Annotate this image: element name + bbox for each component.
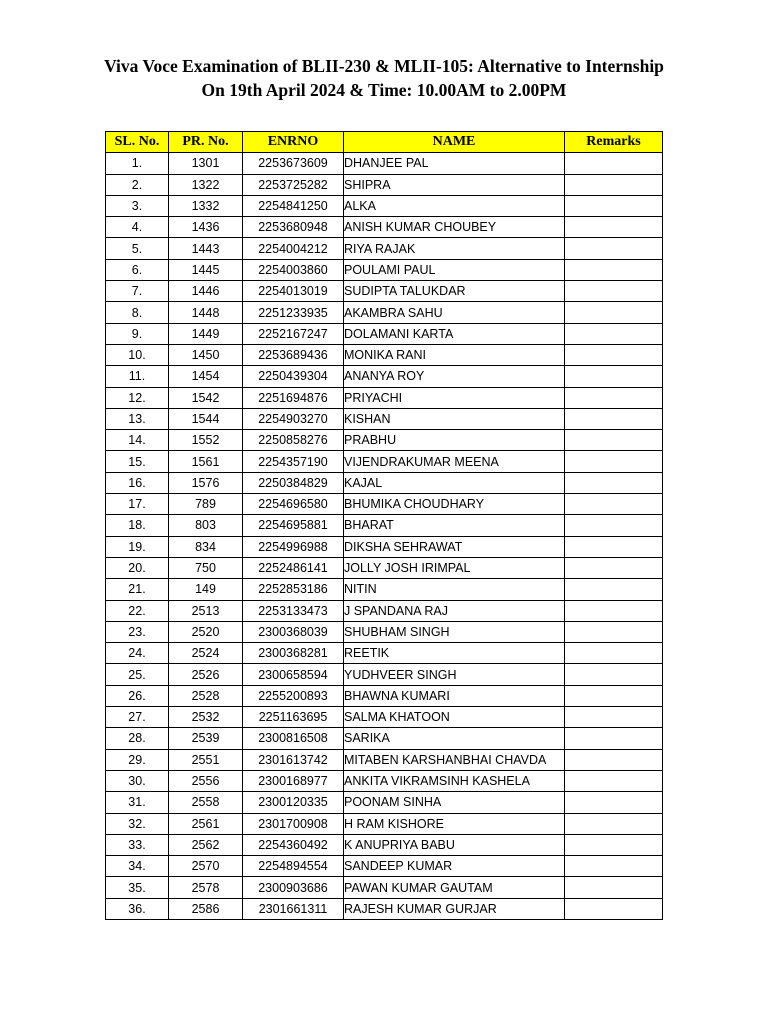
- cell-name: BHAWNA KUMARI: [344, 685, 565, 706]
- cell-name: AKAMBRA SAHU: [344, 302, 565, 323]
- cell-sl-no: 21.: [106, 579, 169, 600]
- cell-name: SHUBHAM SINGH: [344, 621, 565, 642]
- cell-remarks: [565, 770, 663, 791]
- cell-remarks: [565, 621, 663, 642]
- cell-name: SANDEEP KUMAR: [344, 856, 565, 877]
- cell-pr-no: 1449: [169, 323, 243, 344]
- cell-remarks: [565, 387, 663, 408]
- cell-enrno: 2254894554: [243, 856, 344, 877]
- cell-pr-no: 834: [169, 536, 243, 557]
- cell-sl-no: 23.: [106, 621, 169, 642]
- cell-enrno: 2254841250: [243, 195, 344, 216]
- cell-name: BHARAT: [344, 515, 565, 536]
- cell-enrno: 2300816508: [243, 728, 344, 749]
- cell-enrno: 2300658594: [243, 664, 344, 685]
- cell-enrno: 2254696580: [243, 494, 344, 515]
- cell-remarks: [565, 898, 663, 919]
- cell-sl-no: 6.: [106, 259, 169, 280]
- cell-pr-no: 1544: [169, 408, 243, 429]
- cell-remarks: [565, 430, 663, 451]
- cell-name: SHIPRA: [344, 174, 565, 195]
- table-row: [106, 621, 663, 642]
- column-header-name: NAME: [344, 132, 565, 153]
- cell-sl-no: 34.: [106, 856, 169, 877]
- cell-pr-no: 2551: [169, 749, 243, 770]
- cell-pr-no: 789: [169, 494, 243, 515]
- cell-sl-no: 13.: [106, 408, 169, 429]
- cell-pr-no: 2558: [169, 792, 243, 813]
- cell-remarks: [565, 728, 663, 749]
- table-row: [106, 174, 663, 195]
- cell-name: BHUMIKA CHOUDHARY: [344, 494, 565, 515]
- cell-pr-no: 1443: [169, 238, 243, 259]
- table-row: [106, 259, 663, 280]
- cell-pr-no: 1301: [169, 153, 243, 174]
- cell-remarks: [565, 749, 663, 770]
- cell-remarks: [565, 344, 663, 365]
- table-row: [106, 323, 663, 344]
- cell-remarks: [565, 217, 663, 238]
- cell-pr-no: 1448: [169, 302, 243, 323]
- cell-remarks: [565, 259, 663, 280]
- cell-sl-no: 25.: [106, 664, 169, 685]
- cell-pr-no: 1561: [169, 451, 243, 472]
- table-row: [106, 494, 663, 515]
- cell-remarks: [565, 643, 663, 664]
- table-row: [106, 770, 663, 791]
- cell-sl-no: 20.: [106, 557, 169, 578]
- cell-pr-no: 2532: [169, 707, 243, 728]
- cell-pr-no: 2578: [169, 877, 243, 898]
- cell-enrno: 2254357190: [243, 451, 344, 472]
- table-row: [106, 536, 663, 557]
- cell-sl-no: 18.: [106, 515, 169, 536]
- cell-sl-no: 14.: [106, 430, 169, 451]
- cell-sl-no: 31.: [106, 792, 169, 813]
- table-row: [106, 792, 663, 813]
- cell-sl-no: 12.: [106, 387, 169, 408]
- table-row: [106, 707, 663, 728]
- cell-name: MONIKA RANI: [344, 344, 565, 365]
- table-row: [106, 451, 663, 472]
- cell-enrno: 2301613742: [243, 749, 344, 770]
- cell-pr-no: 2556: [169, 770, 243, 791]
- cell-remarks: [565, 195, 663, 216]
- table-row: [106, 344, 663, 365]
- cell-enrno: 2254695881: [243, 515, 344, 536]
- cell-remarks: [565, 408, 663, 429]
- cell-name: SARIKA: [344, 728, 565, 749]
- table-row: [106, 643, 663, 664]
- cell-pr-no: 2526: [169, 664, 243, 685]
- cell-sl-no: 36.: [106, 898, 169, 919]
- cell-name: DHANJEE PAL: [344, 153, 565, 174]
- cell-remarks: [565, 536, 663, 557]
- cell-sl-no: 3.: [106, 195, 169, 216]
- cell-remarks: [565, 451, 663, 472]
- table-row: [106, 557, 663, 578]
- cell-enrno: 2251233935: [243, 302, 344, 323]
- cell-pr-no: 149: [169, 579, 243, 600]
- cell-name: YUDHVEER SINGH: [344, 664, 565, 685]
- cell-enrno: 2250384829: [243, 472, 344, 493]
- cell-enrno: 2300903686: [243, 877, 344, 898]
- cell-sl-no: 2.: [106, 174, 169, 195]
- cell-enrno: 2252167247: [243, 323, 344, 344]
- cell-name: KISHAN: [344, 408, 565, 429]
- cell-enrno: 2252486141: [243, 557, 344, 578]
- cell-remarks: [565, 579, 663, 600]
- table-row: [106, 685, 663, 706]
- cell-sl-no: 4.: [106, 217, 169, 238]
- cell-remarks: [565, 302, 663, 323]
- cell-pr-no: 1450: [169, 344, 243, 365]
- column-header-enrno: ENRNO: [243, 132, 344, 153]
- cell-sl-no: 10.: [106, 344, 169, 365]
- cell-enrno: 2255200893: [243, 685, 344, 706]
- column-header-pr-no: PR. No.: [169, 132, 243, 153]
- cell-remarks: [565, 664, 663, 685]
- cell-name: J SPANDANA RAJ: [344, 600, 565, 621]
- cell-name: H RAM KISHORE: [344, 813, 565, 834]
- cell-remarks: [565, 557, 663, 578]
- table-row: [106, 515, 663, 536]
- table-row: [106, 834, 663, 855]
- cell-sl-no: 22.: [106, 600, 169, 621]
- table-row: [106, 387, 663, 408]
- cell-pr-no: 803: [169, 515, 243, 536]
- cell-pr-no: 1332: [169, 195, 243, 216]
- table-row: [106, 898, 663, 919]
- cell-remarks: [565, 685, 663, 706]
- cell-remarks: [565, 856, 663, 877]
- table-row: [106, 153, 663, 174]
- column-header-remarks: Remarks: [565, 132, 663, 153]
- cell-sl-no: 27.: [106, 707, 169, 728]
- cell-enrno: 2251694876: [243, 387, 344, 408]
- cell-name: SUDIPTA TALUKDAR: [344, 281, 565, 302]
- cell-sl-no: 26.: [106, 685, 169, 706]
- cell-remarks: [565, 366, 663, 387]
- cell-sl-no: 5.: [106, 238, 169, 259]
- table-row: [106, 238, 663, 259]
- cell-pr-no: 750: [169, 557, 243, 578]
- cell-name: SALMA KHATOON: [344, 707, 565, 728]
- cell-remarks: [565, 323, 663, 344]
- document-title: Viva Voce Examination of BLII-230 & MLII-105: Alternative to Internship: [104, 56, 664, 76]
- cell-sl-no: 29.: [106, 749, 169, 770]
- candidate-table: [105, 131, 663, 920]
- cell-pr-no: 2561: [169, 813, 243, 834]
- table-row: [106, 366, 663, 387]
- table-row: [106, 302, 663, 323]
- cell-pr-no: 2586: [169, 898, 243, 919]
- cell-name: POULAMI PAUL: [344, 259, 565, 280]
- cell-name: PAWAN KUMAR GAUTAM: [344, 877, 565, 898]
- cell-enrno: 2251163695: [243, 707, 344, 728]
- cell-sl-no: 19.: [106, 536, 169, 557]
- cell-enrno: 2253133473: [243, 600, 344, 621]
- cell-enrno: 2250439304: [243, 366, 344, 387]
- cell-remarks: [565, 707, 663, 728]
- table-row: [106, 430, 663, 451]
- cell-name: REETIK: [344, 643, 565, 664]
- cell-enrno: 2254903270: [243, 408, 344, 429]
- cell-pr-no: 2513: [169, 600, 243, 621]
- cell-name: ANKITA VIKRAMSINH KASHELA: [344, 770, 565, 791]
- cell-remarks: [565, 494, 663, 515]
- cell-name: ANANYA ROY: [344, 366, 565, 387]
- cell-sl-no: 32.: [106, 813, 169, 834]
- cell-name: ANISH KUMAR CHOUBEY: [344, 217, 565, 238]
- cell-pr-no: 2524: [169, 643, 243, 664]
- cell-remarks: [565, 238, 663, 259]
- cell-name: K ANUPRIYA BABU: [344, 834, 565, 855]
- table-body: [106, 153, 663, 920]
- cell-enrno: 2254996988: [243, 536, 344, 557]
- cell-name: DIKSHA SEHRAWAT: [344, 536, 565, 557]
- table-row: [106, 664, 663, 685]
- table-row: [106, 408, 663, 429]
- cell-remarks: [565, 174, 663, 195]
- cell-pr-no: 2562: [169, 834, 243, 855]
- cell-remarks: [565, 472, 663, 493]
- cell-sl-no: 33.: [106, 834, 169, 855]
- cell-sl-no: 11.: [106, 366, 169, 387]
- cell-name: PRIYACHI: [344, 387, 565, 408]
- cell-pr-no: 1445: [169, 259, 243, 280]
- cell-name: KAJAL: [344, 472, 565, 493]
- cell-name: NITIN: [344, 579, 565, 600]
- cell-remarks: [565, 877, 663, 898]
- cell-name: RIYA RAJAK: [344, 238, 565, 259]
- cell-pr-no: 1446: [169, 281, 243, 302]
- cell-enrno: 2253673609: [243, 153, 344, 174]
- cell-enrno: 2300368039: [243, 621, 344, 642]
- cell-pr-no: 1454: [169, 366, 243, 387]
- cell-name: PRABHU: [344, 430, 565, 451]
- cell-remarks: [565, 281, 663, 302]
- table-row: [106, 472, 663, 493]
- cell-pr-no: 2539: [169, 728, 243, 749]
- cell-remarks: [565, 792, 663, 813]
- table-row: [106, 749, 663, 770]
- cell-enrno: 2254003860: [243, 259, 344, 280]
- cell-enrno: 2250858276: [243, 430, 344, 451]
- cell-enrno: 2301661311: [243, 898, 344, 919]
- cell-enrno: 2253680948: [243, 217, 344, 238]
- cell-sl-no: 28.: [106, 728, 169, 749]
- cell-remarks: [565, 515, 663, 536]
- table-header-row: [106, 132, 663, 153]
- cell-remarks: [565, 834, 663, 855]
- cell-sl-no: 17.: [106, 494, 169, 515]
- cell-enrno: 2254004212: [243, 238, 344, 259]
- cell-enrno: 2301700908: [243, 813, 344, 834]
- cell-remarks: [565, 813, 663, 834]
- cell-name: JOLLY JOSH IRIMPAL: [344, 557, 565, 578]
- table-row: [106, 195, 663, 216]
- cell-pr-no: 2520: [169, 621, 243, 642]
- cell-enrno: 2252853186: [243, 579, 344, 600]
- cell-name: VIJENDRAKUMAR MEENA: [344, 451, 565, 472]
- cell-sl-no: 9.: [106, 323, 169, 344]
- cell-sl-no: 7.: [106, 281, 169, 302]
- cell-enrno: 2254013019: [243, 281, 344, 302]
- cell-enrno: 2300168977: [243, 770, 344, 791]
- table-row: [106, 579, 663, 600]
- cell-remarks: [565, 600, 663, 621]
- cell-enrno: 2300368281: [243, 643, 344, 664]
- cell-enrno: 2254360492: [243, 834, 344, 855]
- cell-pr-no: 2570: [169, 856, 243, 877]
- cell-name: MITABEN KARSHANBHAI CHAVDA: [344, 749, 565, 770]
- cell-name: RAJESH KUMAR GURJAR: [344, 898, 565, 919]
- cell-enrno: 2300120335: [243, 792, 344, 813]
- cell-pr-no: 1576: [169, 472, 243, 493]
- cell-pr-no: 1552: [169, 430, 243, 451]
- table-row: [106, 600, 663, 621]
- table-row: [106, 856, 663, 877]
- table-row: [106, 217, 663, 238]
- cell-pr-no: 1322: [169, 174, 243, 195]
- cell-name: DOLAMANI KARTA: [344, 323, 565, 344]
- table-row: [106, 728, 663, 749]
- cell-name: POONAM SINHA: [344, 792, 565, 813]
- cell-sl-no: 1.: [106, 153, 169, 174]
- cell-remarks: [565, 153, 663, 174]
- document-subtitle-date-time: On 19th April 2024 & Time: 10.00AM to 2.00PM: [201, 80, 567, 100]
- cell-pr-no: 1542: [169, 387, 243, 408]
- cell-sl-no: 8.: [106, 302, 169, 323]
- cell-enrno: 2253689436: [243, 344, 344, 365]
- table-row: [106, 281, 663, 302]
- cell-sl-no: 24.: [106, 643, 169, 664]
- cell-pr-no: 2528: [169, 685, 243, 706]
- cell-name: ALKA: [344, 195, 565, 216]
- table-row: [106, 813, 663, 834]
- table-row: [106, 877, 663, 898]
- cell-enrno: 2253725282: [243, 174, 344, 195]
- cell-sl-no: 35.: [106, 877, 169, 898]
- column-header-sl-no: SL. No.: [106, 132, 169, 153]
- cell-sl-no: 16.: [106, 472, 169, 493]
- cell-pr-no: 1436: [169, 217, 243, 238]
- cell-sl-no: 30.: [106, 770, 169, 791]
- cell-sl-no: 15.: [106, 451, 169, 472]
